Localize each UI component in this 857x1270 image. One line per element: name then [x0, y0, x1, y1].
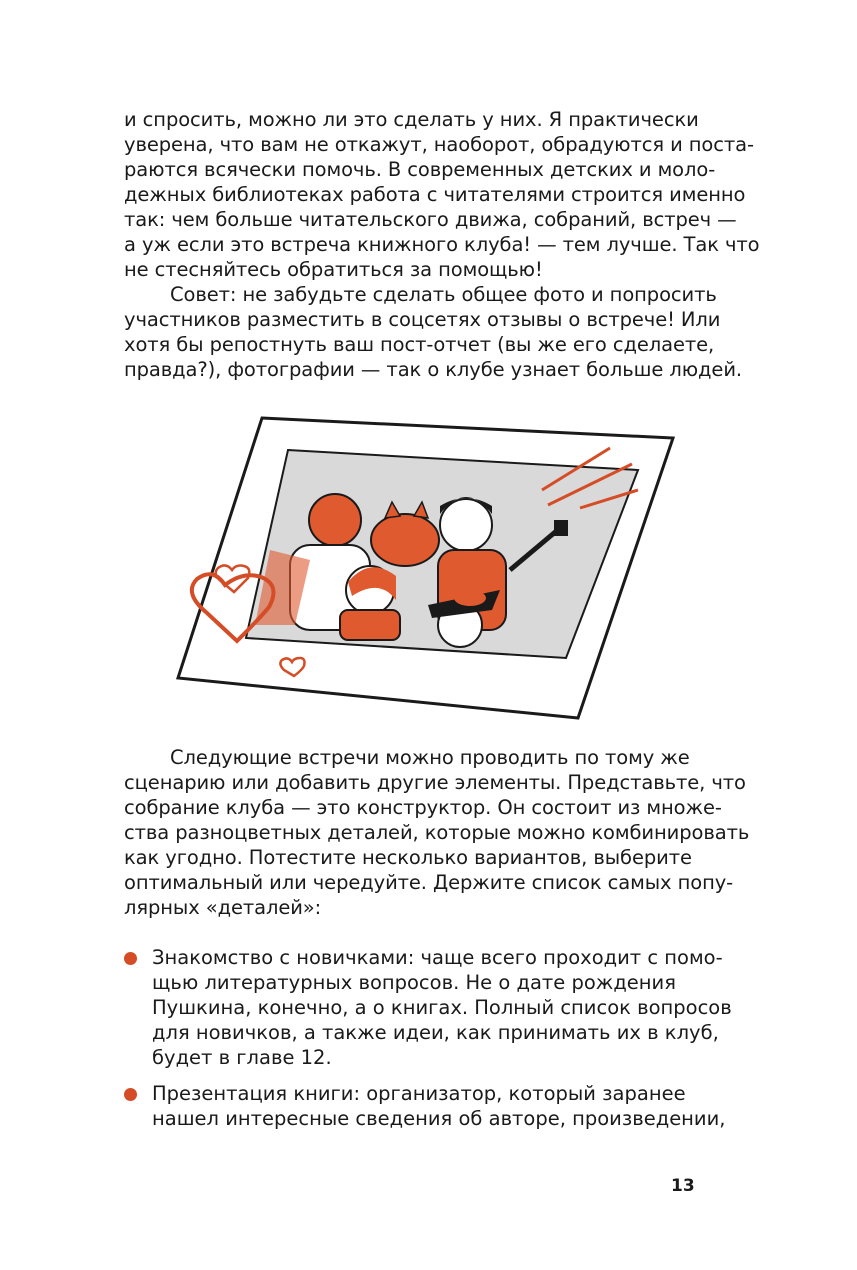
text-line: не стесняйтесь обратиться за помощью! — [124, 258, 543, 281]
list-item-text: Знакомство с новичками: чаще всего проходит с помо- щью литературных вопросов. Не о дате рождения Пушкина, конечно, а о книгах. Полный список вопросов для новичков, а также идеи, как принимать их в клуб, будет в главе 12. — [152, 946, 732, 1069]
text-line: участников разместить в соцсетях отзывы о встрече! Или — [124, 308, 721, 331]
text-line: а уж если это встреча книжного клуба! — тем лучше. Так что — [124, 233, 760, 256]
text-line: так: чем больше читательского движа, собраний, встреч — — [124, 208, 737, 231]
text-line: раются всячески помочь. В современных детских и моло- — [124, 158, 716, 181]
page-number: 13 — [671, 1176, 695, 1196]
top-paragraphs — [124, 107, 760, 382]
group-photo-illustration — [170, 410, 690, 730]
text-line: хотя бы репостнуть ваш пост-отчет (вы же его сделаете, — [124, 333, 715, 356]
text-line: сценарию или добавить другие элементы. Представьте, что — [124, 771, 746, 794]
bullet-dot-icon — [124, 952, 137, 965]
text-line: лярных «деталей»: — [124, 896, 322, 919]
text-line: Совет: не забудьте сделать общее фото и попросить — [170, 283, 717, 306]
list-item — [124, 1081, 764, 1131]
list-item-text: Презентация книги: организатор, который заранее нашел интересные сведения об авторе, произведении, — [152, 1082, 726, 1130]
text-line: Следующие встречи можно проводить по тому же — [170, 746, 690, 769]
list-item — [124, 945, 764, 1070]
bullet-dot-icon — [124, 1088, 137, 1101]
text-line: дежных библиотеках работа с читателями строится именно — [124, 183, 746, 206]
text-line: оптимальный или чередуйте. Держите список самых попу- — [124, 871, 734, 894]
text-line: как угодно. Потестите несколько вариантов, выберите — [124, 846, 692, 869]
middle-paragraphs — [124, 745, 750, 920]
text-line: правда?), фотографии — так о клубе узнает больше людей. — [124, 358, 742, 381]
text-line: и спросить, можно ли это сделать у них. Я практически — [124, 108, 699, 131]
text-line: ства разноцветных деталей, которые можно комбинировать — [124, 821, 750, 844]
text-line: собрание клуба — это конструктор. Он состоит из множе- — [124, 796, 722, 819]
text-line: уверена, что вам не откажут, наоборот, обрадуются и поста- — [124, 133, 754, 156]
bullet-list — [124, 945, 764, 1142]
